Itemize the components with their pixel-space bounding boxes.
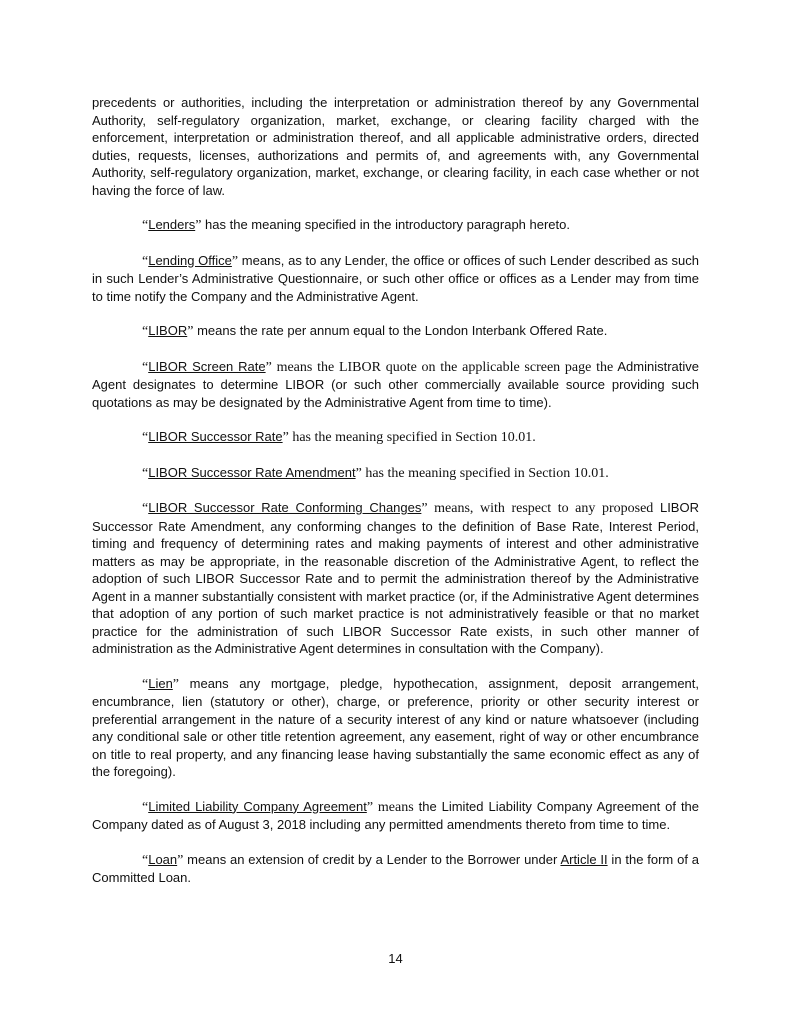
- term-libor-successor-rate-amendment: LIBOR Successor Rate Amendment: [148, 464, 356, 480]
- definition-lenders: “Lenders” has the meaning specified in the introductory paragraph hereto.: [142, 217, 570, 233]
- definition-lending-office: “Lending Office” means, as to any Lender, the office or offices of such Lender described as such in such Lender’s Administrative Questionnaire, or such other office or offices as a Lender may from time to time notify the Company and the Administrative Agent.: [92, 252, 699, 304]
- term-loan: Loan: [148, 851, 178, 867]
- term-libor-conforming-changes: LIBOR Successor Rate Conforming Changes: [148, 500, 422, 515]
- term-libor: LIBOR: [148, 323, 188, 338]
- term-lien: Lien: [148, 675, 173, 691]
- definition-lien: “Lien” means any mortgage, pledge, hypothecation, assignment, deposit arrangement, encumbrance, lien (statutory or other), charge, or preference, priority or other security interest or preferential arrangement in the nature of a security interest of any kind or nature whatsoever (including any conditional sale or other title retention agreement, any easement, right of way or other encumbrance on title to real property, and any financing lease having substantially the same economic effect as any of the foregoing).: [92, 675, 699, 779]
- term-lenders: Lenders: [148, 217, 196, 232]
- paragraph-continuation: precedents or authorities, including the interpretation or administration thereof by any Governmental Authority, self-regulatory organization, market, exchange, or clearing facility charged with the enforcement, interpretation or administration thereof, and all applicable administrative orders, directed duties, requests, licenses, authorizations and permits of, and agreements with, any Governmental Authority, self-regulatory organization, market, exchange, or clearing facility, in each case whether or not having the force of law.: [92, 95, 699, 198]
- definition-libor-successor-rate: “LIBOR Successor Rate” has the meaning specified in Section 10.01.: [142, 429, 536, 445]
- term-libor-screen-rate: LIBOR Screen Rate: [148, 358, 266, 374]
- term-libor-successor-rate: LIBOR Successor Rate: [148, 429, 283, 444]
- term-llc-agreement: Limited Liability Company Agreement: [148, 798, 367, 814]
- definition-libor-screen-rate: “LIBOR Screen Rate” means the LIBOR quote on the applicable screen page the Administrative Agent designates to determine LIBOR (or such other commercially available source providing such quotations as may be designated by the Administrative Agent from time to time).: [92, 358, 699, 410]
- definition-libor-conforming-changes: “LIBOR Successor Rate Conforming Changes” means, with respect to any proposed LIBOR Successor Rate Amendment, any conforming changes to the definition of Base Rate, Interest Period, timing and frequency of determining rates and making payments of interest and other administrative matters as may be appropriate, in the reasonable discretion of the Administrative Agent, to reflect the adoption of such LIBOR Successor Rate and to permit the administration thereof by the Administrative Agent in a manner substantially consistent with market practice (or, if the Administrative Agent determines that adoption of any portion of such market practice is not administratively feasible or that no market practice for the administration of such LIBOR Successor Rate exists, in such other manner of administration as the Administrative Agent determines in consultation with the Company).: [92, 500, 699, 656]
- page-number: 14: [388, 951, 403, 966]
- definition-libor-successor-rate-amendment: “LIBOR Successor Rate Amendment” has the meaning specified in Section 10.01.: [142, 464, 609, 481]
- term-lending-office: Lending Office: [148, 252, 232, 268]
- definition-loan: “Loan” means an extension of credit by a Lender to the Borrower under Article II in the form of a Committed Loan.: [92, 851, 699, 885]
- definition-libor: “LIBOR” means the rate per annum equal to the London Interbank Offered Rate.: [142, 323, 608, 339]
- article-ii-reference: Article II: [560, 851, 608, 867]
- document-page: [92, 94, 699, 904]
- definition-llc-agreement: “Limited Liability Company Agreement” means the Limited Liability Company Agreement of the Company dated as of August 3, 2018 including any permitted amendments thereto from time to time.: [92, 798, 700, 832]
